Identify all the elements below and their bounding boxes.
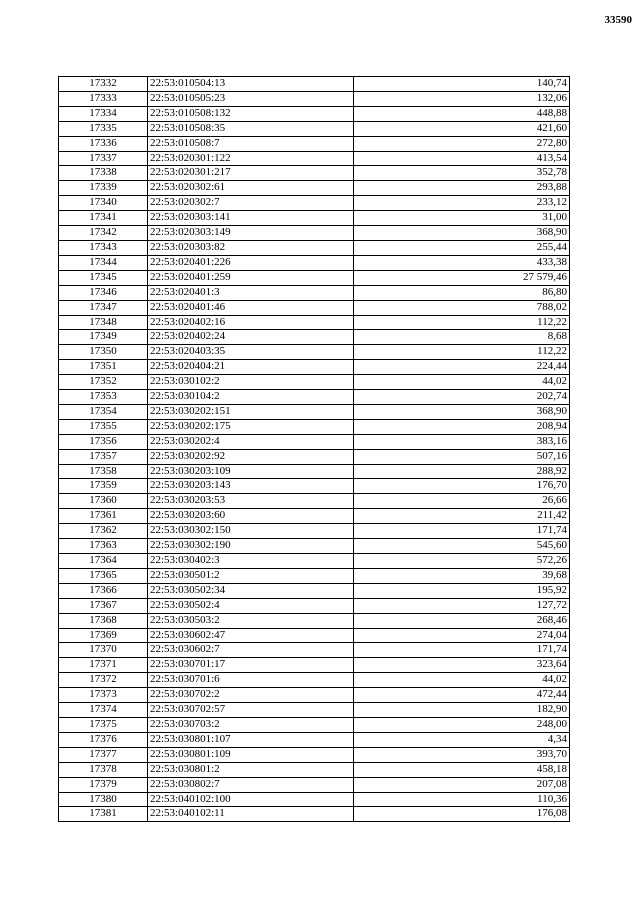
- table-row: [59, 628, 570, 643]
- cadastral-number-cell: 22:53:030402:3: [148, 554, 354, 569]
- table-row: [59, 434, 570, 449]
- row-number-cell: 17341: [59, 211, 148, 226]
- value-cell: 224,44: [354, 360, 570, 375]
- cadastral-number-cell: 22:53:030202:151: [148, 404, 354, 419]
- row-number-cell: 17357: [59, 449, 148, 464]
- value-cell: 31,00: [354, 211, 570, 226]
- row-number-cell: 17374: [59, 703, 148, 718]
- value-cell: 44,02: [354, 375, 570, 390]
- table-row: [59, 792, 570, 807]
- row-number-cell: 17348: [59, 315, 148, 330]
- table-row: [59, 211, 570, 226]
- row-number-cell: 17354: [59, 404, 148, 419]
- cadastral-number-cell: 22:53:030701:17: [148, 658, 354, 673]
- cadastral-number-cell: 22:53:010505:23: [148, 91, 354, 106]
- table-row: [59, 732, 570, 747]
- value-cell: 132,06: [354, 91, 570, 106]
- table-row: [59, 717, 570, 732]
- cadastral-number-cell: 22:53:020301:217: [148, 166, 354, 181]
- table-row: [59, 106, 570, 121]
- value-cell: 127,72: [354, 598, 570, 613]
- row-number-cell: 17381: [59, 807, 148, 822]
- cadastral-number-cell: 22:53:020303:82: [148, 240, 354, 255]
- cadastral-number-cell: 22:53:040102:100: [148, 792, 354, 807]
- value-cell: 352,78: [354, 166, 570, 181]
- table-row: [59, 807, 570, 822]
- value-cell: 86,80: [354, 285, 570, 300]
- table-row: [59, 285, 570, 300]
- value-cell: 421,60: [354, 121, 570, 136]
- table-row: [59, 643, 570, 658]
- cadastral-number-cell: 22:53:020302:7: [148, 196, 354, 211]
- cadastral-number-cell: 22:53:030702:2: [148, 688, 354, 703]
- table-row: [59, 151, 570, 166]
- table-row: [59, 524, 570, 539]
- value-cell: 176,70: [354, 479, 570, 494]
- cadastral-number-cell: 22:53:020402:24: [148, 330, 354, 345]
- table-row: [59, 166, 570, 181]
- cadastral-number-cell: 22:53:030801:2: [148, 762, 354, 777]
- row-number-cell: 17366: [59, 583, 148, 598]
- table-row: [59, 688, 570, 703]
- row-number-cell: 17377: [59, 747, 148, 762]
- value-cell: 182,90: [354, 703, 570, 718]
- row-number-cell: 17367: [59, 598, 148, 613]
- value-cell: 176,08: [354, 807, 570, 822]
- value-cell: 413,54: [354, 151, 570, 166]
- cadastral-number-cell: 22:53:030102:2: [148, 375, 354, 390]
- value-cell: 248,00: [354, 717, 570, 732]
- row-number-cell: 17369: [59, 628, 148, 643]
- table-row: [59, 121, 570, 136]
- table-row: [59, 255, 570, 270]
- value-cell: 368,90: [354, 404, 570, 419]
- cadastral-number-cell: 22:53:030302:150: [148, 524, 354, 539]
- value-cell: 323,64: [354, 658, 570, 673]
- row-number-cell: 17346: [59, 285, 148, 300]
- value-cell: 255,44: [354, 240, 570, 255]
- value-cell: 433,38: [354, 255, 570, 270]
- cadastral-number-cell: 22:53:010508:132: [148, 106, 354, 121]
- value-cell: 274,04: [354, 628, 570, 643]
- value-cell: 572,26: [354, 554, 570, 569]
- row-number-cell: 17364: [59, 554, 148, 569]
- row-number-cell: 17359: [59, 479, 148, 494]
- cadastral-number-cell: 22:53:020401:226: [148, 255, 354, 270]
- row-number-cell: 17336: [59, 136, 148, 151]
- value-cell: 368,90: [354, 226, 570, 241]
- value-cell: 171,74: [354, 524, 570, 539]
- cadastral-number-cell: 22:53:030203:53: [148, 494, 354, 509]
- cadastral-number-cell: 22:53:020303:149: [148, 226, 354, 241]
- table-row: [59, 77, 570, 92]
- row-number-cell: 17342: [59, 226, 148, 241]
- table-row: [59, 554, 570, 569]
- table-row: [59, 300, 570, 315]
- table-row: [59, 419, 570, 434]
- row-number-cell: 17344: [59, 255, 148, 270]
- table-row: [59, 658, 570, 673]
- row-number-cell: 17363: [59, 539, 148, 554]
- row-number-cell: 17378: [59, 762, 148, 777]
- row-number-cell: 17347: [59, 300, 148, 315]
- cadastral-number-cell: 22:53:030702:57: [148, 703, 354, 718]
- table-body: [59, 77, 570, 822]
- cadastral-number-cell: 22:53:040102:11: [148, 807, 354, 822]
- row-number-cell: 17373: [59, 688, 148, 703]
- table-row: [59, 703, 570, 718]
- cadastral-number-cell: 22:53:030501:2: [148, 568, 354, 583]
- row-number-cell: 17340: [59, 196, 148, 211]
- cadastral-number-cell: 22:53:030202:175: [148, 419, 354, 434]
- table-row: [59, 568, 570, 583]
- row-number-cell: 17351: [59, 360, 148, 375]
- row-number-cell: 17333: [59, 91, 148, 106]
- value-cell: 4,34: [354, 732, 570, 747]
- cadastral-number-cell: 22:53:020302:61: [148, 181, 354, 196]
- cadastral-number-cell: 22:53:030701:6: [148, 673, 354, 688]
- value-cell: 507,16: [354, 449, 570, 464]
- table-row: [59, 375, 570, 390]
- table-row: [59, 196, 570, 211]
- row-number-cell: 17332: [59, 77, 148, 92]
- value-cell: 383,16: [354, 434, 570, 449]
- value-cell: 545,60: [354, 539, 570, 554]
- row-number-cell: 17356: [59, 434, 148, 449]
- table-row: [59, 315, 570, 330]
- value-cell: 211,42: [354, 509, 570, 524]
- table-row: [59, 345, 570, 360]
- value-cell: 272,80: [354, 136, 570, 151]
- table-row: [59, 583, 570, 598]
- table-row: [59, 226, 570, 241]
- row-number-cell: 17352: [59, 375, 148, 390]
- table-row: [59, 747, 570, 762]
- value-cell: 448,88: [354, 106, 570, 121]
- table-row: [59, 449, 570, 464]
- table-row: [59, 673, 570, 688]
- table-row: [59, 777, 570, 792]
- value-cell: 112,22: [354, 315, 570, 330]
- value-cell: 140,74: [354, 77, 570, 92]
- table-row: [59, 91, 570, 106]
- value-cell: 171,74: [354, 643, 570, 658]
- cadastral-number-cell: 22:53:030801:109: [148, 747, 354, 762]
- table-row: [59, 479, 570, 494]
- table-row: [59, 539, 570, 554]
- value-cell: 8,68: [354, 330, 570, 345]
- cadastral-number-cell: 22:53:030602:47: [148, 628, 354, 643]
- cadastral-number-cell: 22:53:010508:35: [148, 121, 354, 136]
- value-cell: 27 579,46: [354, 270, 570, 285]
- row-number-cell: 17355: [59, 419, 148, 434]
- cadastral-number-cell: 22:53:030502:34: [148, 583, 354, 598]
- table-row: [59, 136, 570, 151]
- row-number-cell: 17353: [59, 390, 148, 405]
- table-row: [59, 494, 570, 509]
- cadastral-number-cell: 22:53:020401:3: [148, 285, 354, 300]
- table-row: [59, 390, 570, 405]
- row-number-cell: 17365: [59, 568, 148, 583]
- value-cell: 44,02: [354, 673, 570, 688]
- cadastral-number-cell: 22:53:030202:4: [148, 434, 354, 449]
- cadastral-number-cell: 22:53:020404:21: [148, 360, 354, 375]
- value-cell: 393,70: [354, 747, 570, 762]
- row-number-cell: 17339: [59, 181, 148, 196]
- row-number-cell: 17358: [59, 464, 148, 479]
- page-number: 33590: [604, 14, 632, 26]
- row-number-cell: 17362: [59, 524, 148, 539]
- value-cell: 110,36: [354, 792, 570, 807]
- value-cell: 268,46: [354, 613, 570, 628]
- cadastral-number-cell: 22:53:030502:4: [148, 598, 354, 613]
- cadastral-number-cell: 22:53:010504:13: [148, 77, 354, 92]
- cadastral-number-cell: 22:53:020403:35: [148, 345, 354, 360]
- cadastral-number-cell: 22:53:030302:190: [148, 539, 354, 554]
- cadastral-number-cell: 22:53:010508:7: [148, 136, 354, 151]
- value-cell: 39,68: [354, 568, 570, 583]
- row-number-cell: 17371: [59, 658, 148, 673]
- row-number-cell: 17379: [59, 777, 148, 792]
- value-cell: 26,66: [354, 494, 570, 509]
- table-row: [59, 330, 570, 345]
- cadastral-number-cell: 22:53:030203:109: [148, 464, 354, 479]
- value-cell: 458,18: [354, 762, 570, 777]
- table-row: [59, 181, 570, 196]
- table-row: [59, 613, 570, 628]
- value-cell: 233,12: [354, 196, 570, 211]
- row-number-cell: 17338: [59, 166, 148, 181]
- row-number-cell: 17335: [59, 121, 148, 136]
- row-number-cell: 17376: [59, 732, 148, 747]
- cadastral-number-cell: 22:53:020401:259: [148, 270, 354, 285]
- row-number-cell: 17372: [59, 673, 148, 688]
- value-cell: 112,22: [354, 345, 570, 360]
- row-number-cell: 17345: [59, 270, 148, 285]
- cadastral-number-cell: 22:53:030104:2: [148, 390, 354, 405]
- row-number-cell: 17368: [59, 613, 148, 628]
- cadastral-value-table: [58, 76, 570, 822]
- value-cell: 195,92: [354, 583, 570, 598]
- value-cell: 788,02: [354, 300, 570, 315]
- cadastral-number-cell: 22:53:030802:7: [148, 777, 354, 792]
- table-row: [59, 360, 570, 375]
- cadastral-number-cell: 22:53:030602:7: [148, 643, 354, 658]
- row-number-cell: 17375: [59, 717, 148, 732]
- row-number-cell: 17360: [59, 494, 148, 509]
- value-cell: 288,92: [354, 464, 570, 479]
- cadastral-number-cell: 22:53:030703:2: [148, 717, 354, 732]
- cadastral-number-cell: 22:53:030203:60: [148, 509, 354, 524]
- table-row: [59, 270, 570, 285]
- row-number-cell: 17361: [59, 509, 148, 524]
- row-number-cell: 17380: [59, 792, 148, 807]
- row-number-cell: 17349: [59, 330, 148, 345]
- table-row: [59, 509, 570, 524]
- table-row: [59, 598, 570, 613]
- row-number-cell: 17350: [59, 345, 148, 360]
- cadastral-number-cell: 22:53:030203:143: [148, 479, 354, 494]
- cadastral-number-cell: 22:53:020303:141: [148, 211, 354, 226]
- table-row: [59, 464, 570, 479]
- cadastral-number-cell: 22:53:030202:92: [148, 449, 354, 464]
- cadastral-number-cell: 22:53:030801:107: [148, 732, 354, 747]
- row-number-cell: 17370: [59, 643, 148, 658]
- table-row: [59, 240, 570, 255]
- value-cell: 202,74: [354, 390, 570, 405]
- table-row: [59, 762, 570, 777]
- row-number-cell: 17343: [59, 240, 148, 255]
- value-cell: 293,88: [354, 181, 570, 196]
- cadastral-number-cell: 22:53:030503:2: [148, 613, 354, 628]
- table-row: [59, 404, 570, 419]
- value-cell: 472,44: [354, 688, 570, 703]
- cadastral-number-cell: 22:53:020401:46: [148, 300, 354, 315]
- cadastral-number-cell: 22:53:020301:122: [148, 151, 354, 166]
- cadastral-number-cell: 22:53:020402:16: [148, 315, 354, 330]
- row-number-cell: 17337: [59, 151, 148, 166]
- value-cell: 207,08: [354, 777, 570, 792]
- row-number-cell: 17334: [59, 106, 148, 121]
- value-cell: 208,94: [354, 419, 570, 434]
